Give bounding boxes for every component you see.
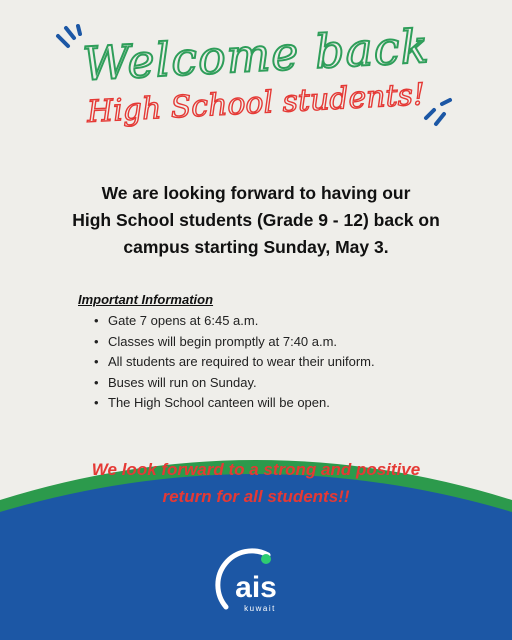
headline: [30, 180, 482, 261]
list-item: • Classes will begin promptly at 7:40 a.m.: [108, 332, 458, 353]
logo-subtext: kuwait: [244, 604, 276, 613]
important-information: [78, 292, 458, 414]
list-item: • Gate 7 opens at 6:45 a.m.: [108, 311, 458, 332]
closing-message: [40, 456, 472, 510]
ais-kuwait-logo: [206, 545, 306, 625]
list-item: • The High School canteen will be open.: [108, 393, 458, 414]
logo-text: ais: [235, 571, 277, 604]
title-high-school-students: High School students!: [86, 77, 426, 130]
list-item: • Buses will run on Sunday.: [108, 373, 458, 394]
logo-dot-icon: [261, 554, 271, 564]
list-item: • All students are required to wear their uniform.: [108, 352, 458, 373]
closing-line: We look forward to a strong and positive: [91, 460, 421, 479]
info-list: [78, 311, 458, 414]
info-title: Important Information: [78, 292, 214, 307]
title-welcome-back: Welcome back: [81, 18, 431, 92]
closing-line: return for all students!!: [162, 487, 350, 506]
headline-line: High School students (Grade 9 - 12) back on: [72, 210, 440, 230]
headline-line: campus starting Sunday, May 3.: [123, 237, 389, 257]
headline-line: We are looking forward to having our: [101, 183, 411, 203]
